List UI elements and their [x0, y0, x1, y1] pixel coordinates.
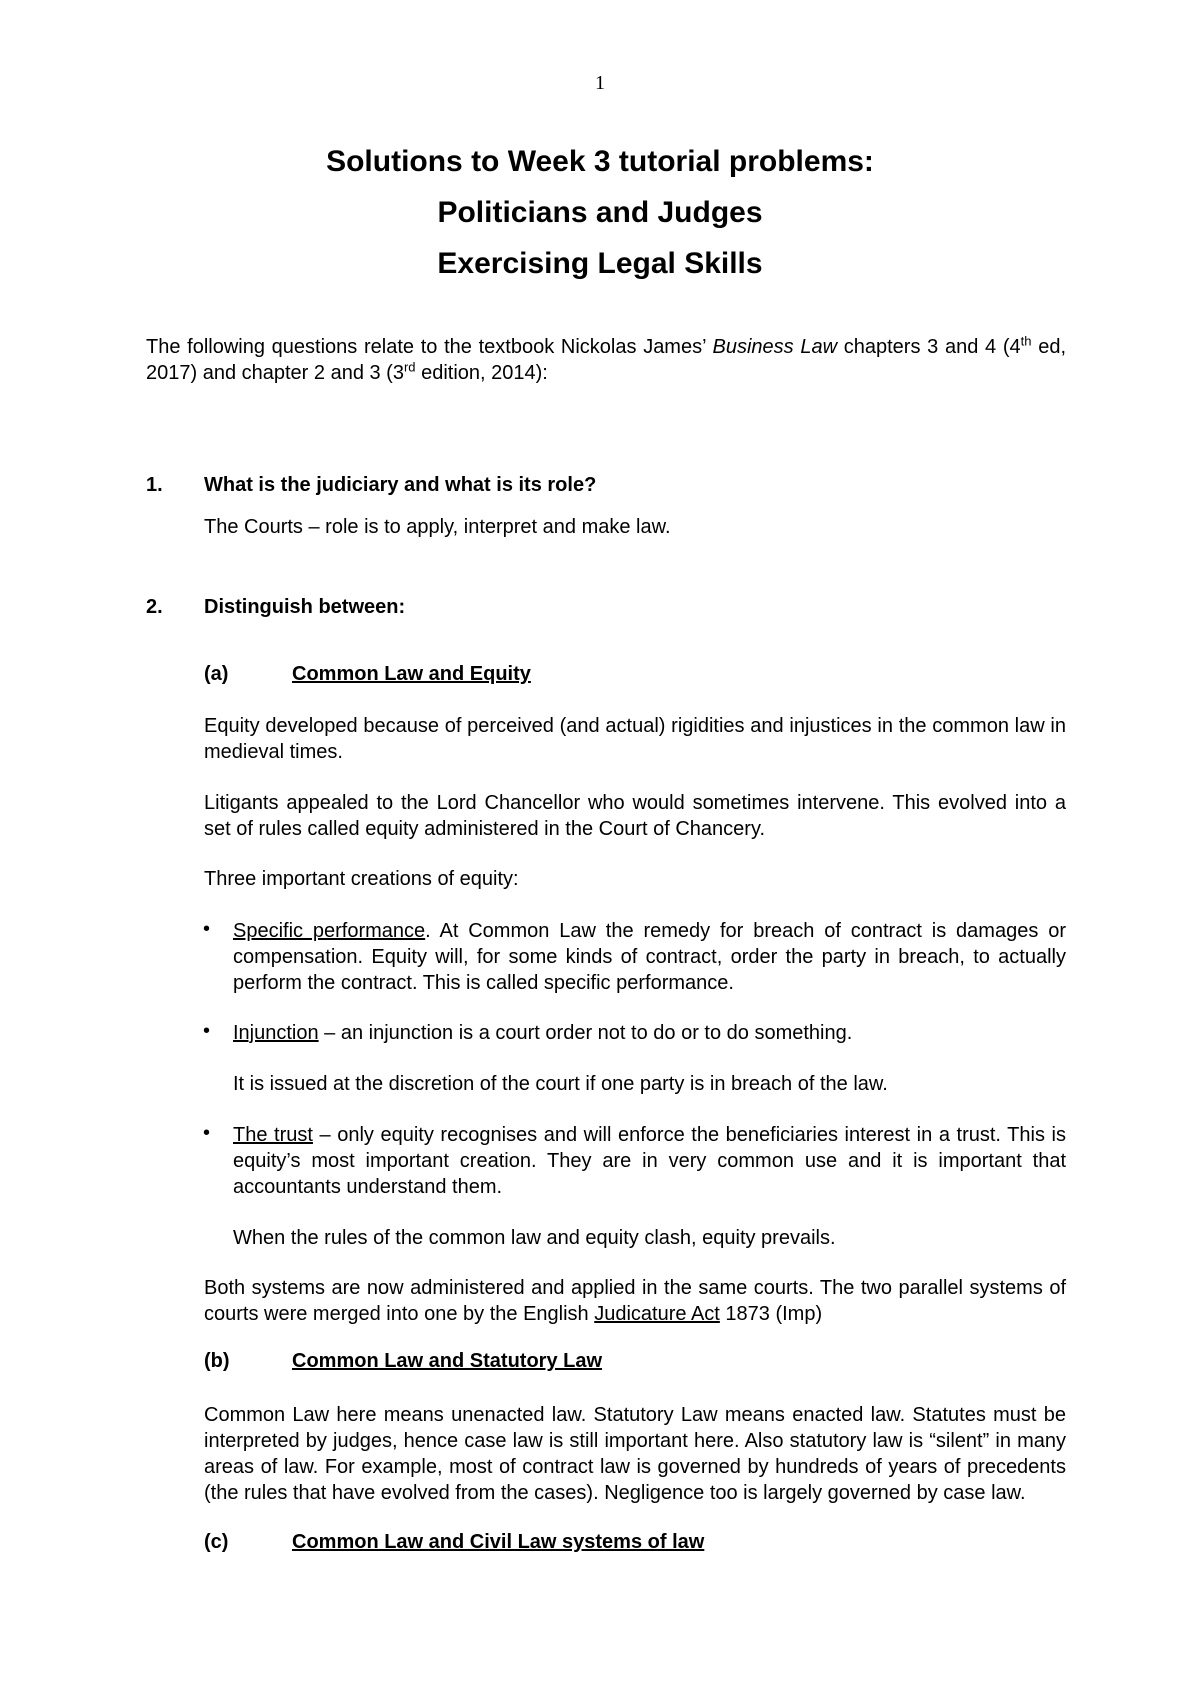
paragraph: Common Law here means unenacted law. Statutory Law means enacted law. Statutes must be interpreted by judges, hence case law is still important here. Also statutory law is “silent” in many areas of law. For example, most of contract law is governed by hundreds of years of precedents (the rules that have evolved from the cases). Negligence too is largely governed by case law. — [204, 1404, 1066, 1504]
superscript: th — [1020, 333, 1032, 349]
act-name: Judicature Act — [594, 1303, 720, 1325]
paragraph-text: Both systems are now administered and applied in the same courts. The two parallel systems of courts were merged into one by the English — [204, 1277, 1066, 1325]
bullet-item — [233, 1122, 1066, 1200]
title-line-1: Solutions to Week 3 tutorial problems: — [326, 145, 874, 178]
bullet-item — [233, 1020, 1066, 1046]
paragraph: Equity developed because of perceived (and actual) rigidities and injustices in the common law in medieval times. — [204, 715, 1066, 763]
bullet-term: Injunction — [233, 1022, 319, 1044]
question-1-answer: The Courts – role is to apply, interpret and make law. — [204, 516, 671, 538]
sub-question-label: (a) — [204, 663, 229, 685]
intro-paragraph — [146, 334, 1066, 386]
paragraph-text: 1873 (Imp) — [719, 1303, 823, 1325]
bullet-icon: • — [203, 918, 211, 940]
bullet-text: – only equity recognises and will enforce the beneficiaries interest in a trust. This is equity’s most important creation. They are in very common use and it is important that accountants understand them. — [233, 1124, 1066, 1198]
bullet-text: – an injunction is a court order not to do or to do something. — [318, 1022, 853, 1044]
page-number: 1 — [595, 72, 605, 94]
bullet-term: The trust — [233, 1124, 313, 1146]
title-line-2: Politicians and Judges — [437, 196, 763, 229]
bullet-text: . At Common Law the remedy for breach of contract is damages or compensation. Equity will, for some kinds of contract, order the party in breach, to actually perform the contract. This is called specific performance. — [233, 920, 1066, 994]
question-2-heading: Distinguish between: — [204, 596, 406, 618]
book-title: Business Law — [712, 336, 838, 358]
paragraph: Litigants appealed to the Lord Chancellor who would sometimes intervene. This evolved into a set of rules called equity administered in the Court of Chancery. — [204, 792, 1066, 840]
intro-text: ed, 2017) and chapter 2 and 3 (3 — [146, 336, 1067, 384]
sub-question-label: (c) — [204, 1531, 229, 1553]
bullet-follow-text: When the rules of the common law and equity clash, equity prevails. — [233, 1227, 836, 1249]
sub-question-heading: Common Law and Equity — [292, 663, 531, 685]
paragraph — [204, 1275, 1066, 1327]
intro-text: chapters 3 and 4 (4 — [837, 336, 1021, 358]
sub-question-heading: Common Law and Civil Law systems of law — [292, 1531, 705, 1553]
question-1-heading: What is the judiciary and what is its role? — [204, 474, 597, 496]
sub-question-heading: Common Law and Statutory Law — [292, 1350, 603, 1372]
question-number: 2. — [146, 596, 163, 618]
question-number: 1. — [146, 474, 163, 496]
bullet-item — [233, 918, 1066, 996]
intro-text: The following questions relate to the textbook Nickolas James’ — [146, 336, 713, 358]
bullet-icon: • — [203, 1020, 211, 1042]
title-line-3: Exercising Legal Skills — [437, 247, 763, 280]
paragraph: Three important creations of equity: — [204, 868, 519, 890]
intro-text: edition, 2014): — [415, 362, 548, 384]
superscript: rd — [403, 359, 416, 375]
bullet-icon: • — [203, 1122, 211, 1144]
bullet-term: Specific performance — [233, 920, 426, 942]
sub-question-label: (b) — [204, 1350, 230, 1372]
bullet-follow-text: It is issued at the discretion of the court if one party is in breach of the law. — [233, 1073, 888, 1095]
